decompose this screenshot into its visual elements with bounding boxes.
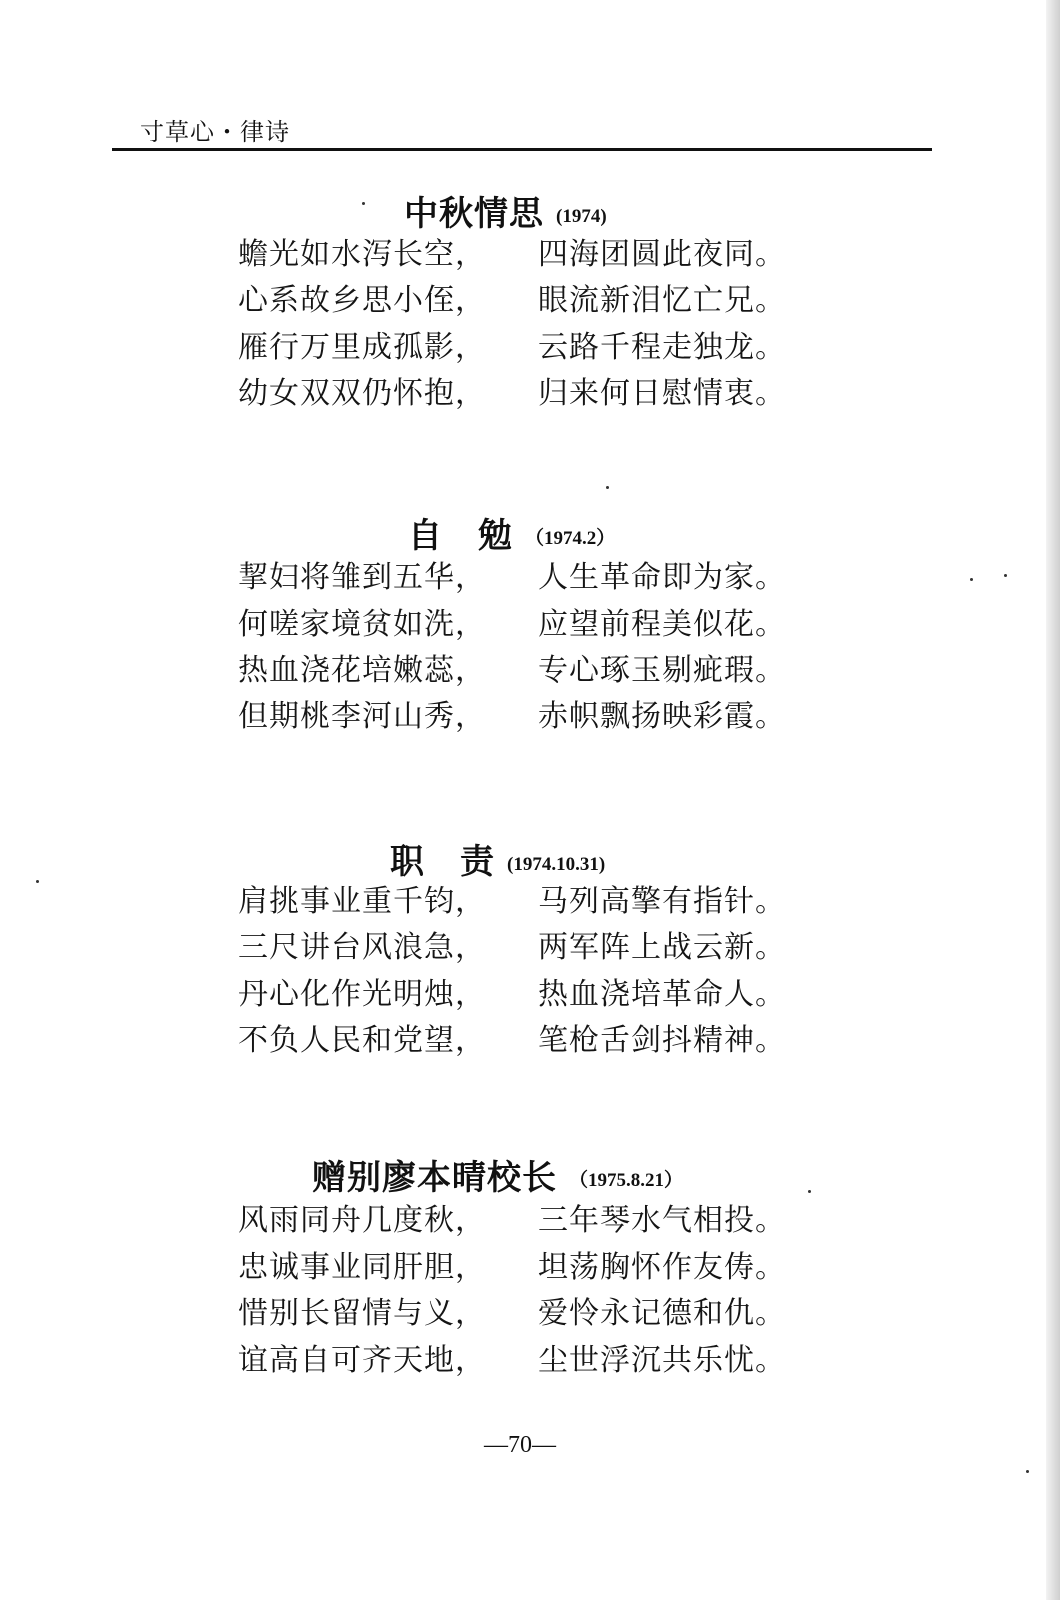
poem-date: (1974.10.31) [507, 854, 606, 875]
poem-line-right: 眼流新泪忆亡兄。 [538, 283, 786, 318]
poem-line-right: 马列高擎有指针。 [538, 884, 786, 919]
poem-line-left: 谊高自可齐天地， [238, 1343, 486, 1378]
poem-line-left: 不负人民和党望， [238, 1023, 486, 1058]
poem-line-left: 蟾光如水泻长空， [238, 237, 486, 272]
scan-speck [1004, 574, 1007, 577]
poem-line-left: 挈妇将雏到五华， [238, 560, 486, 595]
poem-title-char: 责 [460, 842, 495, 882]
poem-line-right: 爱怜永记德和仇。 [538, 1296, 786, 1331]
poem-line-right: 赤帜飘扬映彩霞。 [538, 699, 786, 734]
poem-line-left: 心系故乡思小侄， [238, 283, 486, 318]
scan-speck [970, 578, 973, 581]
scan-speck [36, 880, 39, 883]
poem-title-char: 职 [390, 842, 460, 882]
poem-line-right: 归来何日慰情衷。 [538, 376, 786, 411]
poem-line-right: 两军阵上战云新。 [538, 930, 786, 965]
poem-line-right: 三年琴水气相投。 [538, 1203, 786, 1238]
poem-line-right: 笔枪舌剑抖精神。 [538, 1023, 786, 1058]
poem-line-left: 雁行万里成孤影， [238, 330, 486, 365]
poem-line-right: 四海团圆此夜同。 [538, 237, 786, 272]
scan-speck [606, 486, 609, 489]
poem-line-right: 坦荡胸怀作友俦。 [538, 1250, 786, 1285]
poem-line-left: 幼女双双仍怀抱， [238, 376, 486, 411]
poem-title [390, 834, 605, 883]
poem-line-left: 丹心化作光明烛， [238, 977, 486, 1012]
poem-line-left: 三尺讲台风浪急， [238, 930, 486, 965]
poem-date: (1974) [556, 206, 607, 227]
poem-title [404, 186, 607, 235]
poem-title [312, 1150, 683, 1199]
poem-line-left: 惜别长留情与义， [238, 1296, 486, 1331]
poem-line-left: 但期桃李河山秀， [238, 699, 486, 734]
poem-title-char: 勉 [478, 516, 513, 556]
header-rule [112, 148, 932, 151]
poem-title-text: 赠别廖本晴校长 [312, 1158, 557, 1198]
running-head: 寸草心・律诗 [140, 118, 290, 146]
poem-line-left: 何嗟家境贫如洗， [238, 607, 486, 642]
poem-line-right: 云路千程走独龙。 [538, 330, 786, 365]
poem-line-right: 专心琢玉剔疵瑕。 [538, 653, 786, 688]
poem-line-right: 人生革命即为家。 [538, 560, 786, 595]
scan-speck [1026, 1470, 1029, 1473]
page-edge-shadow [1046, 0, 1060, 1600]
poem-date: （1975.8.21） [569, 1170, 684, 1191]
poem-line-left: 肩挑事业重千钧， [238, 884, 486, 919]
poem-date: （1974.2） [525, 528, 616, 549]
poem-line-left: 风雨同舟几度秋， [238, 1203, 486, 1238]
poem-title-char: 自 [408, 516, 478, 556]
poem-line-left: 热血浇花培嫩蕊， [238, 653, 486, 688]
poem-title [408, 508, 615, 557]
poem-line-left: 忠诚事业同肝胆， [238, 1250, 486, 1285]
poem-line-right: 尘世浮沉共乐忧。 [538, 1343, 786, 1378]
poem-title-text: 中秋情思 [404, 194, 544, 234]
poem-line-right: 应望前程美似花。 [538, 607, 786, 642]
page-number: —70— [484, 1432, 556, 1458]
scan-speck [808, 1190, 811, 1193]
poem-line-right: 热血浇培革命人。 [538, 977, 786, 1012]
scan-speck [362, 202, 365, 205]
